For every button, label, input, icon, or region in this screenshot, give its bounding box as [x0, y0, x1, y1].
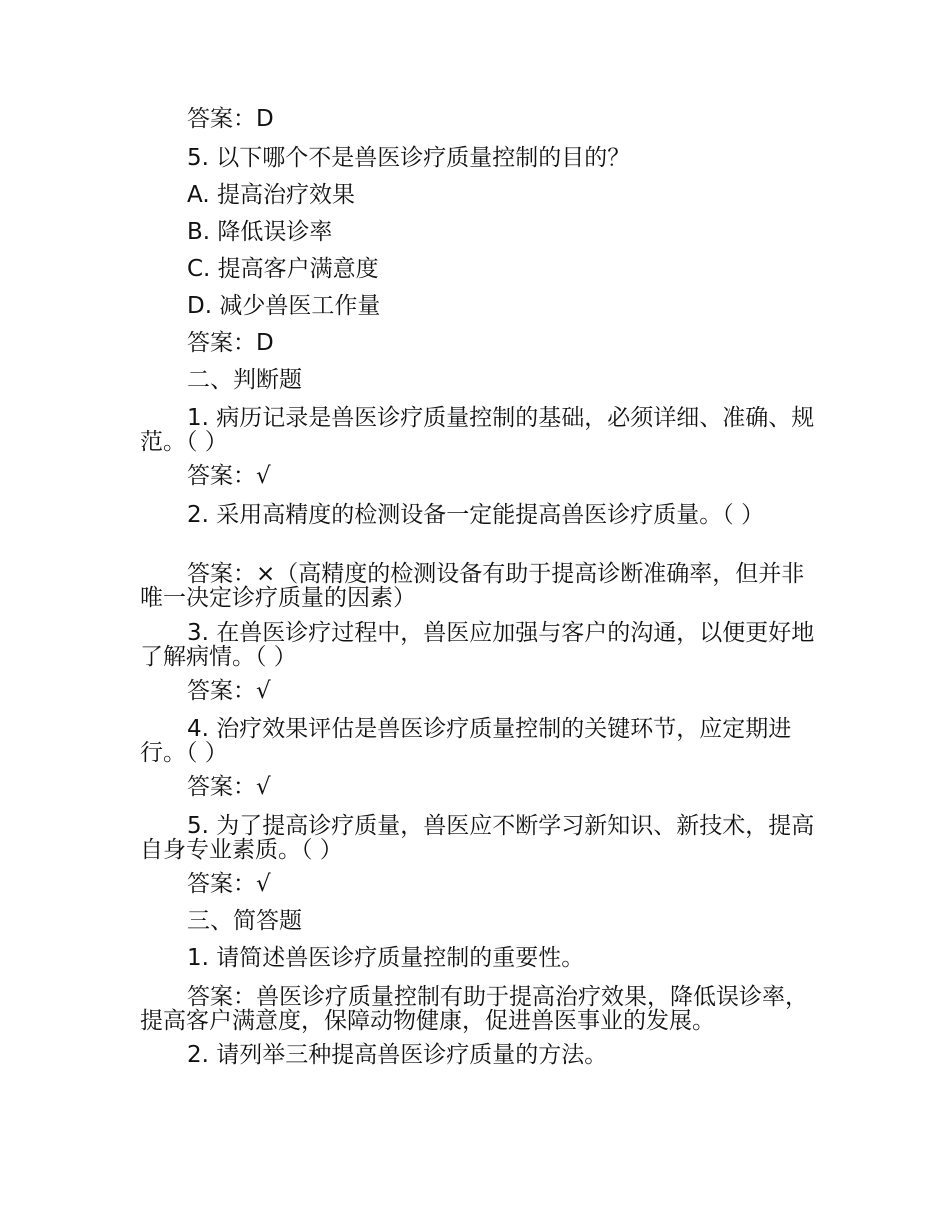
option-line: D. 减少兽医工作量	[187, 293, 381, 319]
question-line: 1. 病历记录是兽医诊疗质量控制的基础，必须详细、准确、规范。（ ）	[140, 405, 815, 455]
answer-line: 答案：√	[187, 774, 271, 800]
option-line: A. 提高治疗效果	[187, 182, 355, 208]
question-line: 2. 请列举三种提高兽医诊疗质量的方法。	[187, 1042, 608, 1068]
question-line: 5. 以下哪个不是兽医诊疗质量控制的目的？	[187, 145, 631, 171]
option-line: C. 提高客户满意度	[187, 256, 379, 282]
answer-line: 答案：D	[187, 330, 274, 356]
answer-line: 答案：√	[187, 463, 271, 489]
section-heading: 三、简答题	[187, 908, 302, 934]
answer-line: 答案：D	[187, 106, 274, 132]
section-heading: 二、判断题	[187, 367, 302, 393]
question-line: 1. 请简述兽医诊疗质量控制的重要性。	[187, 945, 585, 971]
option-line: B. 降低误诊率	[187, 219, 333, 245]
answer-line: 答案：√	[187, 871, 271, 897]
question-line: 3. 在兽医诊疗过程中，兽医应加强与客户的沟通，以便更好地了解病情。（ ）	[140, 620, 815, 670]
answer-line: 答案：兽医诊疗质量控制有助于提高治疗效果，降低误诊率，提高客户满意度，保障动物健康，促进兽医事业的发展。	[140, 984, 808, 1034]
question-line: 2. 采用高精度的检测设备一定能提高兽医诊疗质量。（ ）	[187, 502, 765, 528]
question-line: 4. 治疗效果评估是兽医诊疗质量控制的关键环节，应定期进行。（ ）	[140, 716, 792, 766]
question-line: 5. 为了提高诊疗质量，兽医应不断学习新知识、新技术，提高自身专业素质。（ ）	[140, 813, 815, 863]
answer-line: 答案：√	[187, 678, 271, 704]
answer-line: 答案：×（高精度的检测设备有助于提高诊断准确率，但并非唯一决定诊疗质量的因素）	[140, 561, 805, 611]
